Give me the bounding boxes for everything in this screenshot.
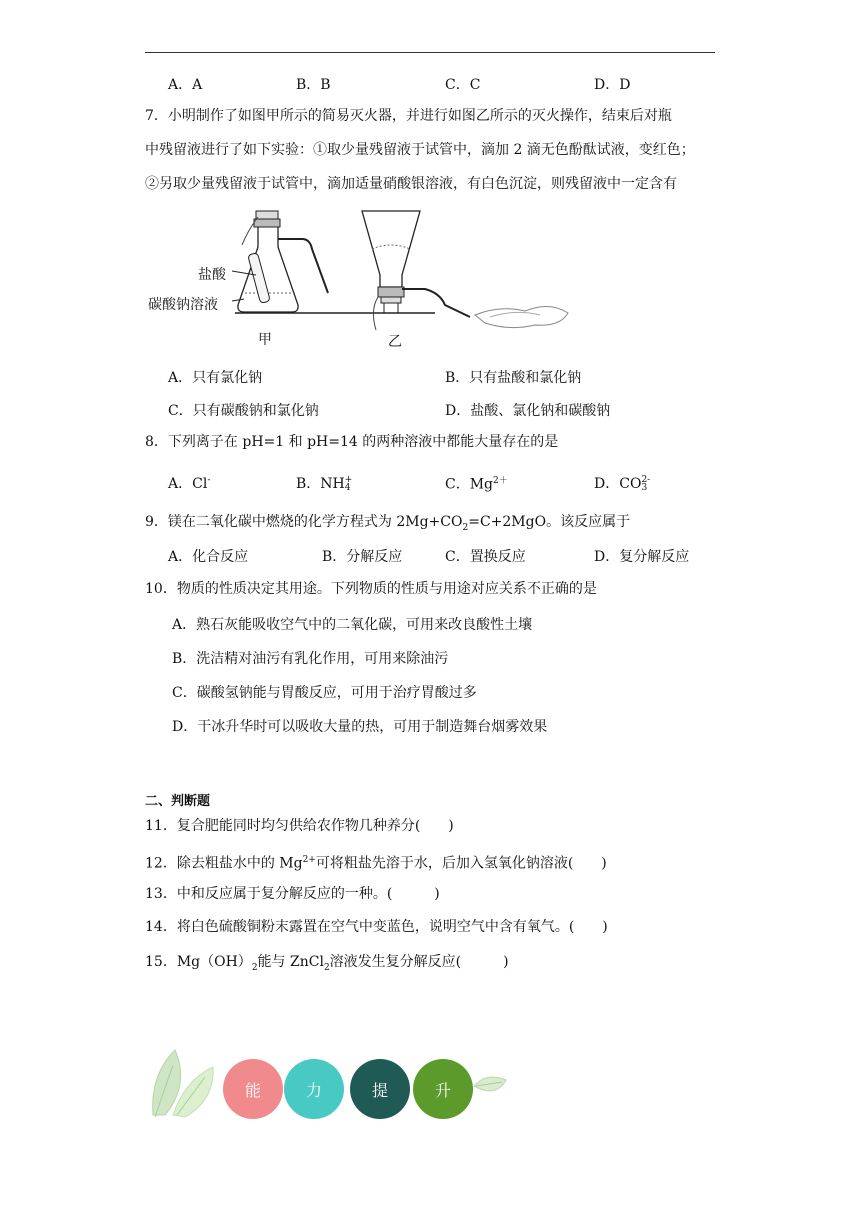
- q10-stem: 10．物质的性质决定其用途。下列物质的性质与用途对应关系不正确的是: [145, 581, 597, 597]
- q8-option-d-prefix: D．: [594, 476, 620, 492]
- q8-option-d-sub: 3: [641, 483, 648, 493]
- q7-option-c[interactable]: C．只有碳酸钠和氯化钠: [168, 403, 319, 419]
- q15-part1: 15．Mg（OH）: [145, 954, 252, 970]
- banner-char-2: 力: [305, 1080, 322, 1100]
- q8-option-a-base: Cl: [192, 476, 208, 492]
- q9-option-b[interactable]: B．分解反应: [322, 549, 403, 565]
- q6-option-b[interactable]: B．B: [296, 77, 331, 93]
- q8-stem: 8．下列离子在 pH=1 和 pH=14 的两种溶液中都能大量存在的是: [145, 434, 559, 450]
- q8-option-a[interactable]: [168, 473, 210, 493]
- q9-stem: [145, 512, 630, 538]
- q13-stem: 13．中和反应属于复分解反应的一种。( ): [145, 886, 440, 902]
- q9-option-d[interactable]: D．复分解反应: [594, 549, 690, 565]
- q12-part2: 可将粗盐先溶于水，后加入氢氧化钠溶液( ): [315, 855, 607, 872]
- q10-option-d[interactable]: D．干冰升华时可以吸收大量的热，可用于制造舞台烟雾效果: [172, 719, 548, 735]
- q10-option-b[interactable]: B．洗洁精对油污有乳化作用，可用来除油污: [172, 651, 449, 667]
- q12-part1: 12．除去粗盐水中的 Mg: [145, 855, 303, 872]
- q14-stem: 14．将白色硫酸铜粉末露置在空气中变蓝色，说明空气中含有氧气。( ): [145, 919, 608, 935]
- figure-label-jia: 甲: [258, 332, 272, 348]
- banner-char-4: 升: [434, 1080, 451, 1100]
- q8-option-b-sup: +: [344, 475, 353, 485]
- q8-option-b-base: NH: [320, 476, 345, 492]
- banner-circle-4: [413, 1059, 473, 1119]
- q7-stem-line1: 7．小明制作了如图甲所示的简易灭火器，并进行如图乙所示的灭火操作，结束后对瓶: [145, 108, 672, 124]
- q12-stem: [145, 850, 607, 874]
- section-title-judgement: 二、判断题: [145, 794, 211, 809]
- q8-option-c[interactable]: [445, 473, 508, 494]
- q8-option-b-prefix: B．: [296, 476, 321, 492]
- banner-char-3: 提: [371, 1080, 388, 1100]
- q8-option-b-sub: 4: [344, 483, 351, 493]
- leaf-decoration-icon: [145, 1045, 225, 1120]
- q7-option-b[interactable]: B．只有盐酸和氯化钠: [445, 370, 582, 386]
- banner-circle-1: [223, 1059, 283, 1119]
- q15-part3: 溶液发生复分解反应( ): [329, 954, 509, 970]
- q8-option-c-base: Mg: [469, 476, 494, 493]
- q9-stem-part1: 9．镁在二氧化碳中燃烧的化学方程式为 2Mg+CO: [145, 514, 463, 530]
- q6-option-d[interactable]: D．D: [594, 77, 631, 93]
- q8-option-b[interactable]: [296, 473, 352, 493]
- q8-option-c-prefix: C．: [445, 476, 470, 493]
- q9-option-c[interactable]: C．置换反应: [445, 549, 526, 565]
- q7-option-a[interactable]: A．只有氯化钠: [168, 370, 263, 386]
- q8-option-d-base: CO: [619, 476, 642, 492]
- banner-circle-2: [284, 1059, 344, 1119]
- small-leaf-icon: [472, 1072, 508, 1100]
- q10-option-c[interactable]: C．碳酸氢钠能与胃酸反应，可用于治疗胃酸过多: [172, 685, 477, 701]
- q8-option-a-prefix: A．: [168, 476, 193, 492]
- q8-option-c-sup: 2＋: [493, 476, 508, 486]
- figure-label-solution: 碳酸钠溶液: [148, 297, 218, 313]
- q9-stem-sub: 2: [462, 522, 469, 533]
- q10-option-a[interactable]: A．熟石灰能吸收空气中的二氧化碳，可用来改良酸性土壤: [172, 617, 533, 633]
- q9-stem-part2: =C+2MgO。该反应属于: [468, 514, 631, 530]
- q15-stem: [145, 952, 509, 978]
- header-rule: [145, 52, 715, 53]
- q15-part2: 能与 ZnCl: [257, 954, 324, 970]
- q15-sub2: 2: [323, 962, 330, 973]
- q11-stem: 11．复合肥能同时均匀供给农作物几种养分( ): [145, 818, 454, 834]
- q7-option-d[interactable]: D．盐酸、氯化钠和碳酸钠: [445, 403, 611, 419]
- q6-option-c[interactable]: C．C: [445, 77, 481, 93]
- banner-char-1: 能: [244, 1080, 261, 1100]
- q9-option-a[interactable]: A．化合反应: [168, 549, 249, 565]
- q7-stem-line3: ②另取少量残留液于试管中，滴加适量硝酸银溶液，有白色沉淀，则残留液中一定含有: [145, 176, 677, 192]
- q8-option-d[interactable]: [594, 473, 650, 493]
- figure-label-yi: 乙: [388, 334, 402, 350]
- q8-option-a-sup: -: [207, 475, 211, 486]
- figure-label-acid: 盐酸: [198, 267, 226, 283]
- q7-stem-line2: 中残留液进行了如下实验：①取少量残留液于试管中，滴加 2 滴无色酚酞试液，变红色；: [145, 142, 695, 158]
- q6-option-a[interactable]: A．A: [168, 77, 203, 93]
- banner-circle-3: [350, 1059, 410, 1119]
- q12-sup: 2+: [302, 855, 316, 865]
- q8-option-d-sup: 2-: [641, 475, 651, 485]
- q15-sub1: 2: [251, 962, 258, 973]
